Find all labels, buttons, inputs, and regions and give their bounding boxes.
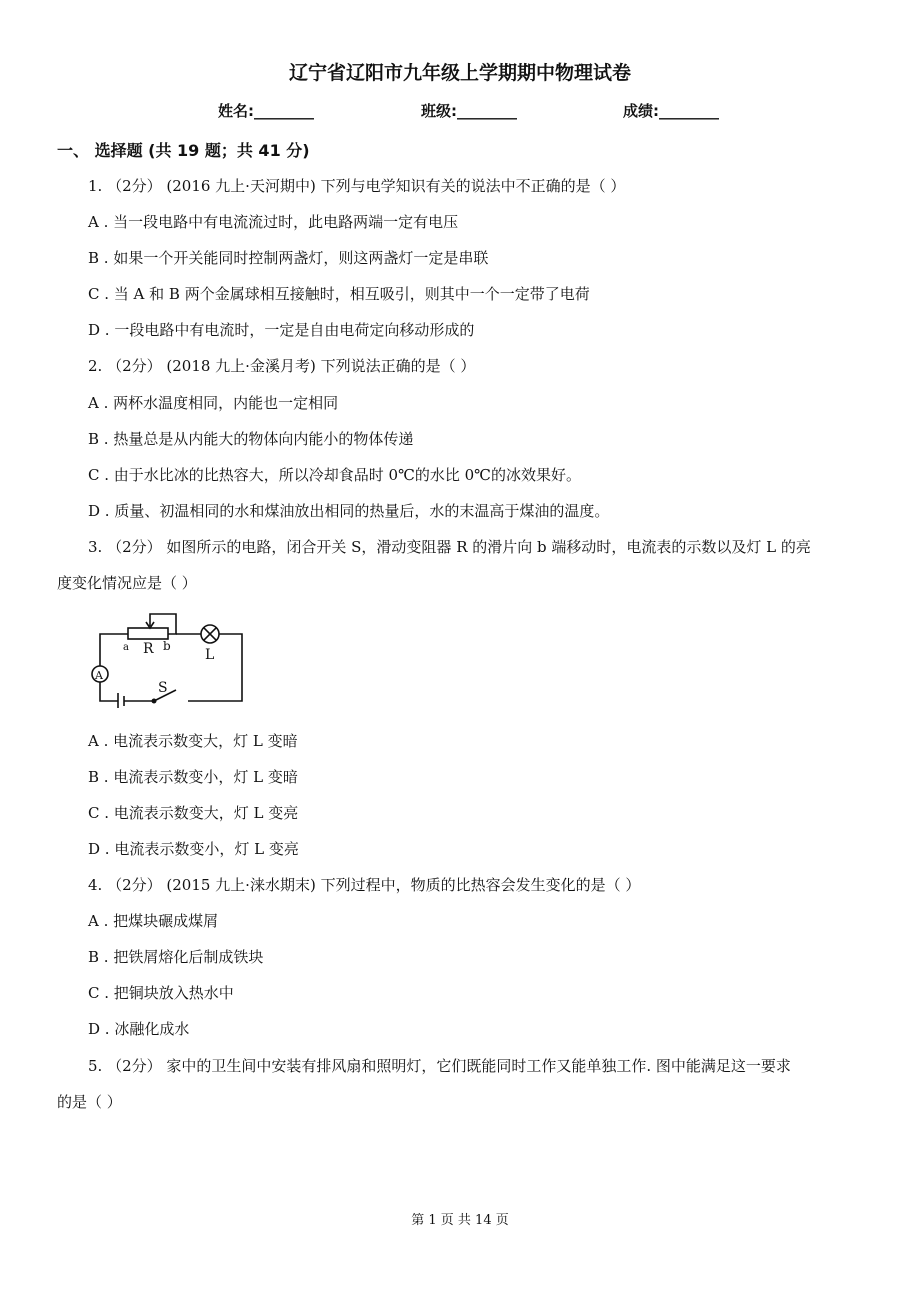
- section-heading: 一、 选择题 (共 19 题；共 41 分): [57, 141, 310, 160]
- question-3-stem: 3. （2分） 如图所示的电路，闭合开关 S，滑动变阻器 R 的滑片向 b 端移动时，电流表的示数以及灯 L 的亮: [88, 538, 811, 556]
- question-4-option-b: B . 把铁屑熔化后制成铁块: [88, 948, 264, 966]
- question-2-option-b: B . 热量总是从内能大的物体向内能小的物体传递: [88, 430, 414, 448]
- question-4-option-c: C . 把铜块放入热水中: [88, 984, 234, 1002]
- page-footer: 第 1 页 共 14 页: [411, 1213, 509, 1228]
- question-3-option-c: C . 电流表示数变大，灯 L 变亮: [88, 804, 299, 822]
- question-3-stem-cont: 度变化情况应是（ ）: [57, 574, 197, 592]
- circuit-diagram: [80, 608, 250, 708]
- label-ammeter: A: [95, 669, 103, 682]
- question-5-stem: 5. （2分） 家中的卫生间中安装有排风扇和照明灯，它们既能同时工作又能单独工作. 图中能满足这一要求: [88, 1057, 791, 1075]
- question-2-option-a: A . 两杯水温度相同，内能也一定相同: [88, 394, 339, 412]
- label-l: L: [205, 647, 215, 663]
- question-1-option-b: B . 如果一个开关能同时控制两盏灯，则这两盏灯一定是串联: [88, 249, 489, 267]
- name-field: 姓名:________: [218, 102, 314, 120]
- question-3-option-a: A . 电流表示数变大，灯 L 变暗: [88, 732, 298, 750]
- question-4-option-a: A . 把煤块碾成煤屑: [88, 912, 219, 930]
- question-2-stem: 2. （2分） (2018 九上·金溪月考) 下列说法正确的是（ ）: [88, 357, 476, 375]
- question-1-option-d: D . 一段电路中有电流时，一定是自由电荷定向移动形成的: [88, 321, 475, 339]
- label-b: b: [163, 639, 171, 653]
- question-3-option-d: D . 电流表示数变小，灯 L 变亮: [88, 840, 299, 858]
- question-5-stem-cont: 的是（ ）: [57, 1093, 122, 1111]
- question-1-option-c: C . 当 A 和 B 两个金属球相互接触时，相互吸引，则其中一个一定带了电荷: [88, 285, 590, 303]
- label-s: S: [158, 680, 168, 696]
- switch-pivot: [152, 699, 157, 704]
- class-field: 班级:________: [421, 102, 517, 120]
- question-1-option-a: A . 当一段电路中有电流流过时，此电路两端一定有电压: [88, 213, 459, 231]
- label-a: a: [123, 642, 129, 653]
- question-1-stem: 1. （2分） (2016 九上·天河期中) 下列与电学知识有关的说法中不正确的是（ ）: [88, 177, 626, 195]
- question-4-stem: 4. （2分） (2015 九上·涞水期末) 下列过程中，物质的比热容会发生变化的是（ ）: [88, 876, 641, 894]
- label-r: R: [143, 641, 154, 657]
- score-field: 成绩:________: [623, 102, 719, 120]
- page-title: 辽宁省辽阳市九年级上学期期中物理试卷: [288, 62, 631, 84]
- question-2-option-d: D . 质量、初温相同的水和煤油放出相同的热量后，水的末温高于煤油的温度。: [88, 502, 610, 520]
- question-3-option-b: B . 电流表示数变小，灯 L 变暗: [88, 768, 298, 786]
- question-4-option-d: D . 冰融化成水: [88, 1020, 190, 1038]
- question-2-option-c: C . 由于水比冰的比热容大，所以冷却食品时 0℃的水比 0℃的冰效果好。: [88, 466, 581, 484]
